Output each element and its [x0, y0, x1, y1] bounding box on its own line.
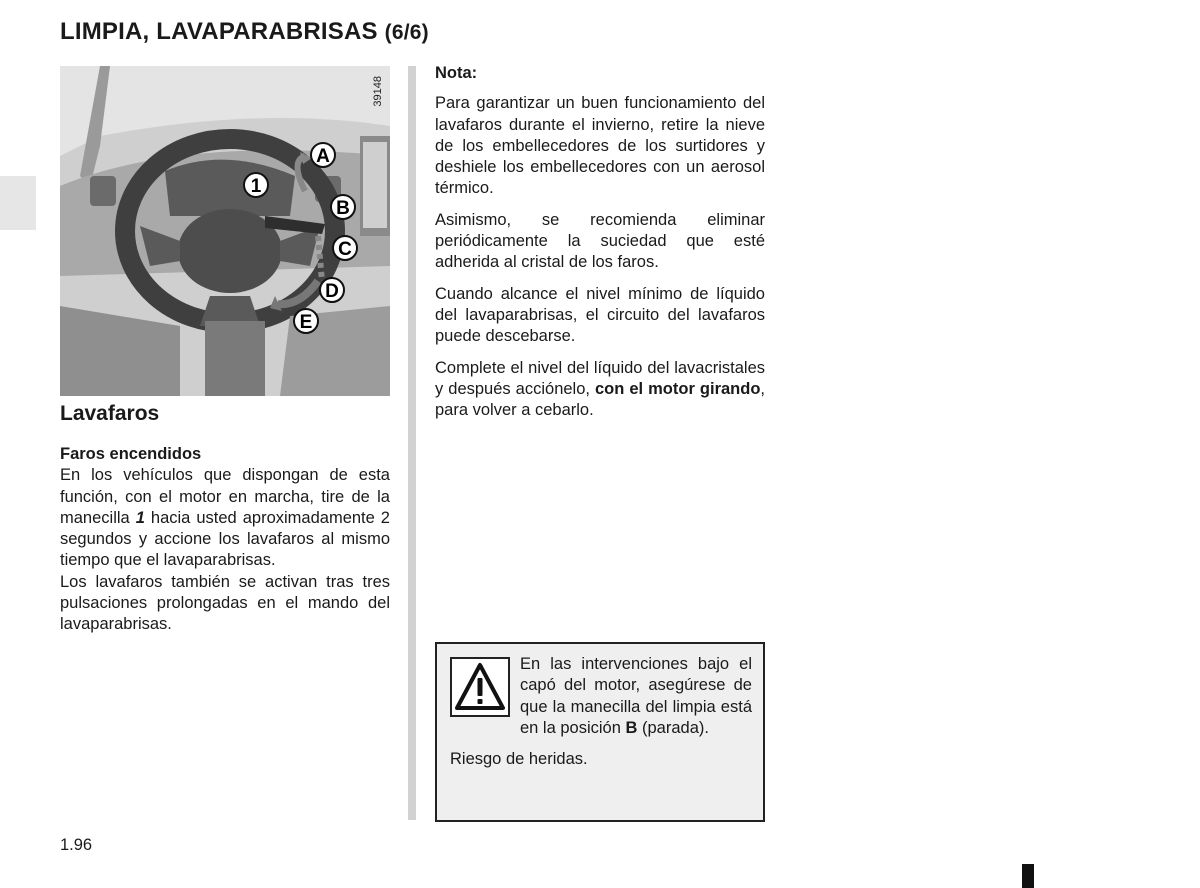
warning-triangle-icon [450, 657, 510, 717]
page-title [60, 18, 429, 46]
left-column-text [60, 444, 390, 636]
note-paragraph: Para garantizar un buen funcionamiento del lavafaros durante el invierno, retire la nieve de los embellecedores de los surtidores y deshiele los embellecedores con un aerosol térmico. [435, 94, 765, 198]
paragraph-text: En las intervenciones bajo el capó del motor, asegúrese de que la manecilla del limpia está en la posición [520, 655, 752, 737]
paragraph-text: , para volver a cebarlo. [435, 379, 765, 420]
paragraph-text: hacia usted aproximadamente 2 segundos y accione los lavafaros al mismo tiempo que el lavaparabrisas. [60, 508, 390, 570]
right-column-text [435, 63, 765, 431]
callout-b-label: B [336, 198, 350, 219]
column-divider [408, 66, 416, 820]
paragraph-text: En los vehículos que dispongan de esta función, con el motor en marcha, tire de la manecilla [60, 466, 390, 527]
steering-wheel-illustration [60, 66, 390, 396]
paragraph: Los lavafaros también se activan tras tres pulsaciones prolongadas en el mando del lavaparabrisas. [60, 572, 390, 634]
warning-content [450, 654, 752, 780]
emphasis-text: con el motor girando [595, 379, 761, 398]
lever-reference: 1 [135, 508, 145, 527]
warning-paragraph: Riesgo de heridas. [450, 750, 588, 769]
note-paragraph [435, 358, 765, 422]
page-title-text: LIMPIA, LAVAPARABRISAS [60, 18, 378, 45]
section-heading: Lavafaros [60, 402, 160, 425]
corner-mark [1022, 864, 1034, 888]
callout-e-label: E [299, 312, 313, 333]
sub-heading: Faros encendidos [60, 445, 202, 463]
page-title-part: (6/6) [384, 21, 429, 44]
callout-d-label: D [325, 281, 339, 302]
steering-wheel-drawing [60, 66, 390, 396]
paragraph [60, 465, 390, 571]
note-paragraph: Cuando alcance el nivel mínimo de líquido del lavaparabrisas, el circuito del lavafaros puede descebarse. [435, 284, 765, 346]
note-heading: Nota: [435, 64, 478, 82]
callout-c-label: C [338, 239, 352, 260]
callout-a-label: A [316, 146, 330, 167]
paragraph-text: (parada). [637, 718, 709, 737]
paragraph-text: Complete el nivel del líquido del lavacristales y después acciónelo, [435, 358, 765, 398]
page-number: 1.96 [60, 836, 93, 854]
warning-box [435, 642, 765, 822]
section-side-tab [0, 176, 36, 230]
callout-1-label: 1 [250, 176, 262, 197]
position-reference: B [625, 718, 638, 737]
note-paragraph: Asimismo, se recomienda eliminar periódicamente la suciedad que esté adherida al cristal de los faros. [435, 210, 765, 272]
figure-code: 39148 [372, 76, 384, 107]
